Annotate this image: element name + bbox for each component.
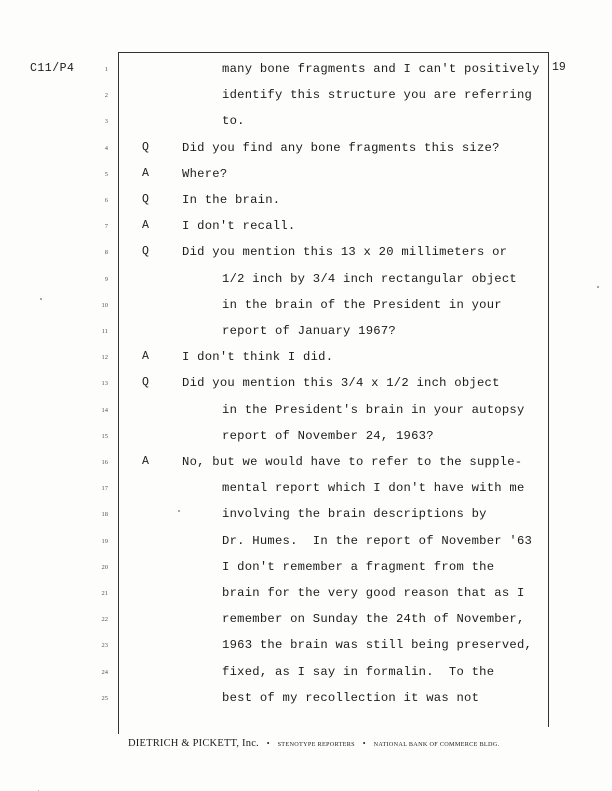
speaker-label: A bbox=[142, 219, 149, 233]
line-number: 25 bbox=[101, 694, 108, 702]
line-text: I don't think I did. bbox=[182, 350, 334, 365]
line-number: 16 bbox=[101, 459, 108, 466]
line-text: remember on Sunday the 24th of November, bbox=[222, 612, 525, 627]
footer-address: NATIONAL BANK OF COMMERCE BLDG. bbox=[373, 741, 500, 748]
transcript-line bbox=[0, 61, 612, 79]
transcript-line bbox=[0, 349, 612, 367]
speaker-label: A bbox=[142, 166, 149, 180]
line-number: 1 bbox=[104, 66, 108, 73]
line-text: I don't remember a fragment from the bbox=[222, 559, 495, 574]
scan-speck bbox=[178, 510, 180, 512]
scan-speck bbox=[40, 298, 42, 300]
transcript-line bbox=[0, 323, 612, 341]
transcript-line bbox=[0, 218, 612, 236]
line-text: many bone fragments and I can't positively bbox=[222, 62, 540, 76]
transcript-line bbox=[0, 87, 612, 105]
line-number: 22 bbox=[101, 616, 108, 624]
line-number: 15 bbox=[101, 432, 108, 440]
speaker-label: Q bbox=[142, 245, 149, 259]
transcript-line bbox=[0, 585, 612, 603]
line-text: Where? bbox=[182, 166, 228, 181]
speaker-label: A bbox=[142, 350, 149, 364]
line-number: 23 bbox=[101, 642, 108, 650]
page-reference: C11/P4 bbox=[30, 62, 75, 75]
transcript-line bbox=[0, 454, 612, 472]
line-text: fixed, as I say in formalin. To the bbox=[222, 664, 495, 679]
line-text: In the brain. bbox=[182, 193, 281, 207]
line-number: 2 bbox=[104, 92, 108, 100]
transcript-line bbox=[0, 271, 612, 289]
line-number: 9 bbox=[104, 275, 108, 283]
line-number: 12 bbox=[101, 354, 108, 362]
transcript-line bbox=[0, 611, 612, 629]
line-text: mental report which I don't have with me bbox=[222, 481, 525, 496]
line-text: Did you mention this 3/4 x 1/2 inch object bbox=[182, 376, 500, 391]
transcript-line bbox=[0, 113, 612, 131]
line-text: best of my recollection it was not bbox=[222, 690, 480, 705]
transcript-line bbox=[0, 664, 612, 682]
line-text: Did you find any bone fragments this size? bbox=[182, 140, 500, 155]
transcript-line bbox=[0, 140, 612, 158]
transcript-line bbox=[0, 375, 612, 393]
line-number: 18 bbox=[101, 511, 108, 519]
line-number: 7 bbox=[104, 223, 108, 231]
transcript-line bbox=[0, 533, 612, 551]
reporter-footer bbox=[128, 738, 499, 749]
line-text: I don't recall. bbox=[182, 219, 296, 234]
scan-speck bbox=[597, 286, 599, 288]
line-number: 4 bbox=[104, 144, 108, 152]
page-number: 19 bbox=[552, 61, 566, 74]
line-number: 10 bbox=[101, 301, 108, 309]
speaker-label: A bbox=[142, 455, 149, 468]
line-number: 14 bbox=[101, 406, 108, 414]
line-number: 19 bbox=[101, 537, 108, 545]
line-text: No, but we would have to refer to the supple- bbox=[182, 455, 523, 469]
line-number: 17 bbox=[101, 485, 108, 493]
transcript-line bbox=[0, 297, 612, 315]
line-text: in the brain of the President in your bbox=[222, 297, 502, 312]
line-number: 8 bbox=[104, 249, 108, 257]
speaker-label: Q bbox=[142, 140, 149, 154]
transcript-line bbox=[0, 637, 612, 655]
line-text: brain for the very good reason that as I bbox=[222, 586, 525, 600]
line-number: 21 bbox=[101, 590, 108, 597]
line-text: 1963 the brain was still being preserved, bbox=[222, 638, 533, 653]
line-text: in the President's brain in your autopsy bbox=[222, 402, 525, 417]
line-text: 1/2 inch by 3/4 inch rectangular object bbox=[222, 271, 517, 286]
transcript-line bbox=[0, 428, 612, 446]
speaker-label: Q bbox=[142, 193, 149, 206]
transcript-line bbox=[0, 402, 612, 420]
footer-separator: • bbox=[266, 739, 270, 748]
footer-service: STENOTYPE REPORTERS bbox=[277, 741, 355, 748]
speaker-label: Q bbox=[142, 376, 149, 390]
line-number: 20 bbox=[101, 563, 108, 571]
line-number: 6 bbox=[104, 197, 108, 204]
transcript-line bbox=[0, 166, 612, 184]
footer-separator: • bbox=[362, 739, 366, 748]
transcript-line bbox=[0, 244, 612, 262]
line-text: to. bbox=[222, 114, 245, 129]
transcript-line bbox=[0, 559, 612, 577]
line-text: identify this structure you are referring bbox=[222, 88, 533, 103]
line-text: report of November 24, 1963? bbox=[222, 428, 434, 443]
line-number: 24 bbox=[101, 668, 108, 676]
line-text: involving the brain descriptions by bbox=[222, 507, 487, 522]
line-number: 13 bbox=[101, 380, 108, 388]
transcript-line bbox=[0, 192, 612, 210]
transcript-line bbox=[0, 690, 612, 708]
transcript-line bbox=[0, 480, 612, 498]
line-number: 5 bbox=[104, 170, 108, 178]
footer-company: DIETRICH & PICKETT, Inc. bbox=[128, 738, 259, 749]
line-number: 3 bbox=[104, 118, 108, 126]
line-number: 11 bbox=[101, 328, 108, 335]
transcript-line bbox=[0, 506, 612, 524]
line-text: Did you mention this 13 x 20 millimeters or bbox=[182, 245, 508, 260]
line-text: Dr. Humes. In the report of November '63 bbox=[222, 533, 533, 548]
line-text: report of January 1967? bbox=[222, 324, 396, 338]
